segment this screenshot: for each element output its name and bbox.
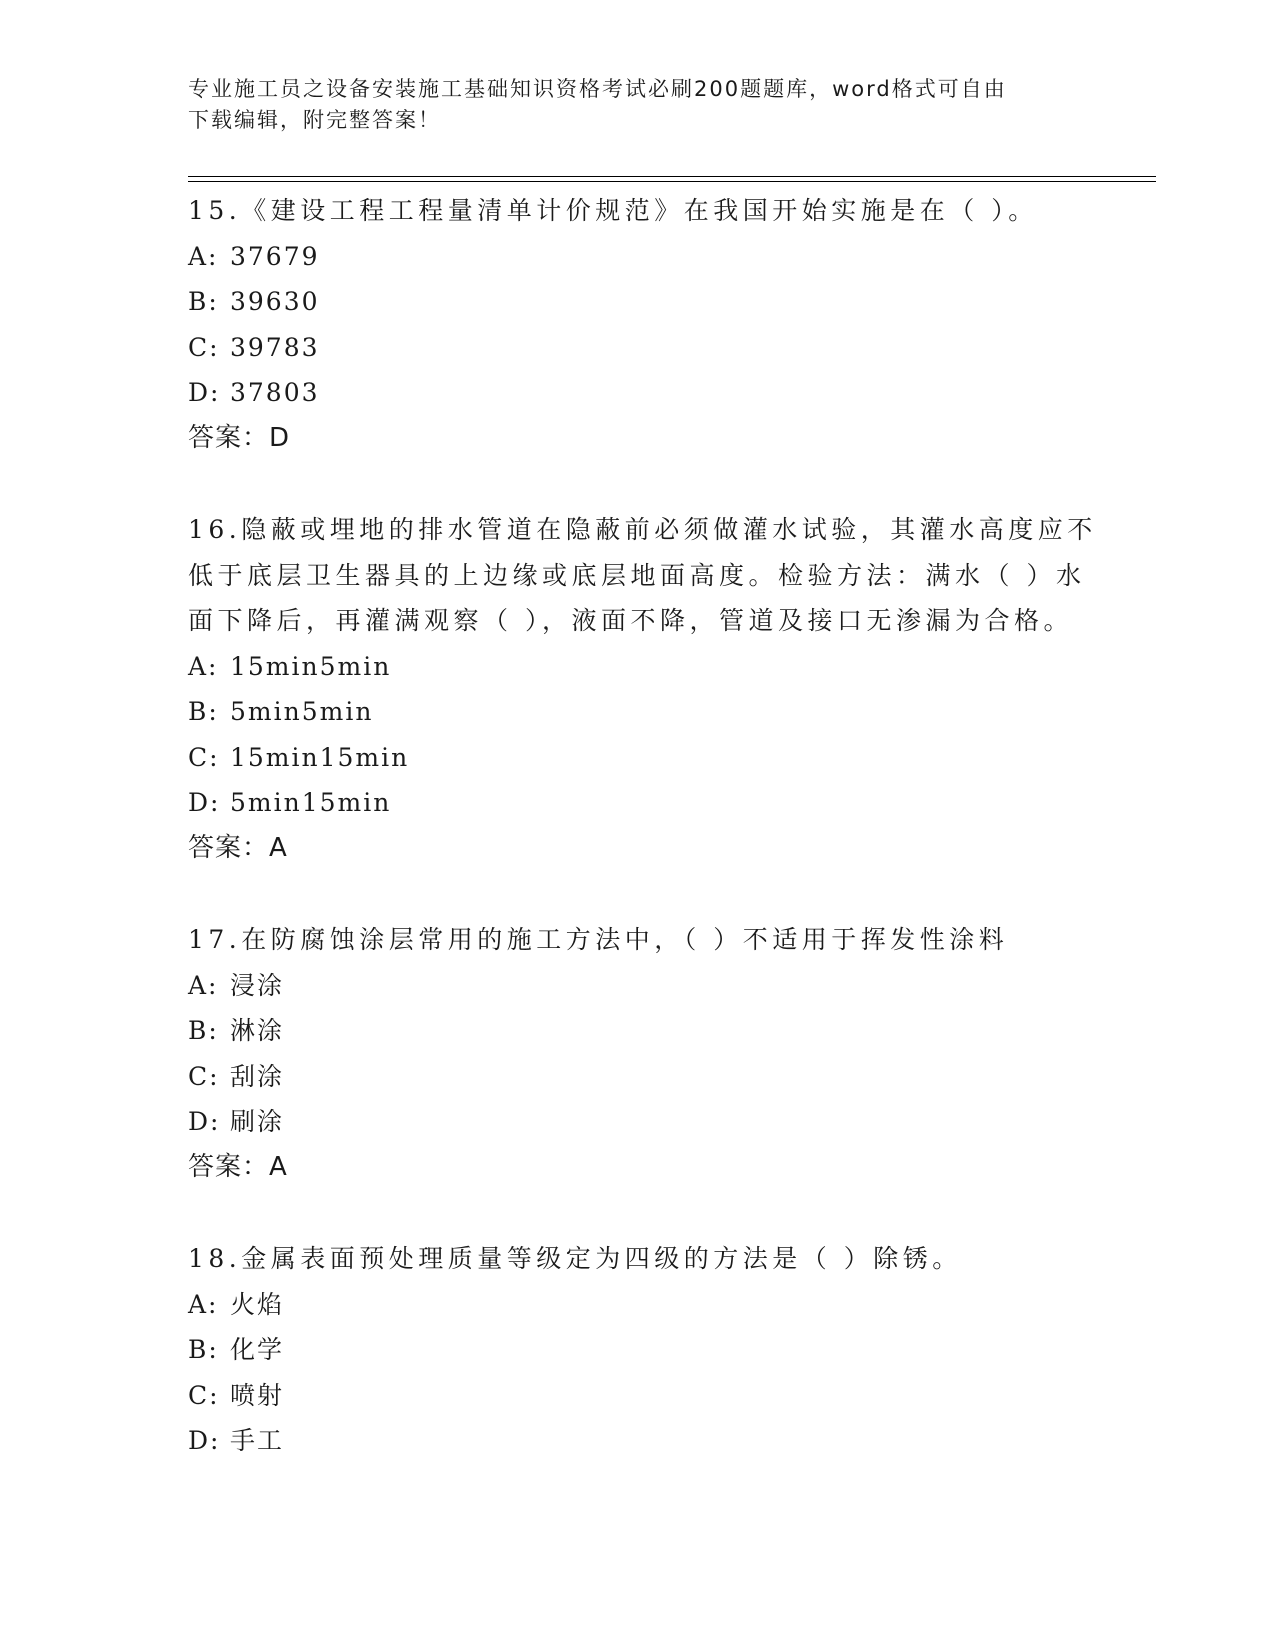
option-letter: B: <box>188 1016 219 1045</box>
option-text: 刷涂 <box>230 1107 285 1136</box>
option-text: 浸涂 <box>230 970 285 1000</box>
document-header <box>188 74 1088 136</box>
question-stem-line: 17.在防腐蚀涂层常用的施工方法中，（ ）不适用于挥发性涂料 <box>188 925 1009 954</box>
answer-option <box>188 279 1088 325</box>
option-text: 5min5min <box>230 697 374 726</box>
question-stem-line: 面下降后，再灌满观察（ ），液面不降，管道及接口无渗漏为合格。 <box>188 606 1073 635</box>
answer-option <box>188 689 1088 735</box>
option-text: 火焰 <box>230 1289 285 1319</box>
question-list <box>188 188 1097 1510</box>
option-text: 37679 <box>230 241 320 271</box>
option-letter: D: <box>188 378 221 407</box>
question-stem <box>188 507 1097 644</box>
answer-key: 答案：D <box>188 422 291 453</box>
answer-option <box>188 325 1088 371</box>
option-letter: C: <box>188 742 220 772</box>
option-letter: B: <box>188 697 219 726</box>
option-letter: D: <box>188 1107 221 1136</box>
question-stem <box>188 917 1088 963</box>
option-text: 5min15min <box>230 788 392 817</box>
answer-option <box>188 1418 1088 1464</box>
header-line-1: 专业施工员之设备安装施工基础知识资格考试必刷200题题库，word格式可自由 <box>188 77 1007 101</box>
option-letter: A: <box>188 241 219 271</box>
answer-option <box>188 1099 1088 1145</box>
option-letter: C: <box>188 1061 220 1091</box>
option-text: 37803 <box>230 378 320 407</box>
answer-option <box>188 780 1088 826</box>
option-letter: D: <box>188 788 221 817</box>
option-letter: C: <box>188 1380 220 1410</box>
answer-option <box>188 735 1088 781</box>
question-stem-line: 低于底层卫生器具的上边缘或底层地面高度。检验方法：满水（ ）水 <box>188 560 1086 590</box>
question-item <box>188 188 1088 461</box>
option-text: 39783 <box>230 332 320 362</box>
option-letter: B: <box>188 287 219 316</box>
question-stem <box>188 1236 1088 1282</box>
question-stem <box>188 188 1088 234</box>
option-text: 15min5min <box>230 651 392 681</box>
answer-key: 答案：A <box>188 832 288 863</box>
question-stem-line: 16.隐蔽或埋地的排水管道在隐蔽前必须做灌水试验，其灌水高度应不 <box>188 515 1097 544</box>
question-item <box>188 507 1097 871</box>
option-text: 淋涂 <box>230 1016 285 1045</box>
question-item <box>188 917 1088 1190</box>
question-stem-line: 15.《建设工程工程量清单计价规范》在我国开始实施是在（ ）。 <box>188 196 1038 225</box>
answer-option <box>188 963 1088 1009</box>
option-text: 喷射 <box>230 1380 285 1410</box>
option-letter: A: <box>188 651 219 681</box>
option-text: 15min15min <box>230 742 410 772</box>
question-stem-line: 18.金属表面预处理质量等级定为四级的方法是（ ）除锈。 <box>188 1244 962 1273</box>
option-letter: D: <box>188 1426 221 1455</box>
answer-option <box>188 644 1088 690</box>
answer-option <box>188 370 1088 416</box>
answer-option <box>188 1282 1088 1328</box>
option-text: 化学 <box>230 1335 285 1364</box>
header-divider-top <box>188 176 1156 177</box>
option-text: 39630 <box>230 287 320 316</box>
answer-option <box>188 234 1088 280</box>
option-letter: A: <box>188 970 219 1000</box>
question-item <box>188 1236 1088 1464</box>
answer-key: 答案：A <box>188 1151 288 1182</box>
option-text: 手工 <box>230 1426 285 1455</box>
answer-option <box>188 1327 1088 1373</box>
answer-option <box>188 1373 1088 1419</box>
option-text: 刮涂 <box>230 1061 285 1091</box>
option-letter: B: <box>188 1335 219 1364</box>
header-divider-bottom <box>188 181 1156 182</box>
answer-option <box>188 1054 1088 1100</box>
option-letter: A: <box>188 1289 219 1319</box>
header-line-2: 下载编辑，附完整答案！ <box>188 108 441 132</box>
answer-option <box>188 1008 1088 1054</box>
option-letter: C: <box>188 332 220 362</box>
